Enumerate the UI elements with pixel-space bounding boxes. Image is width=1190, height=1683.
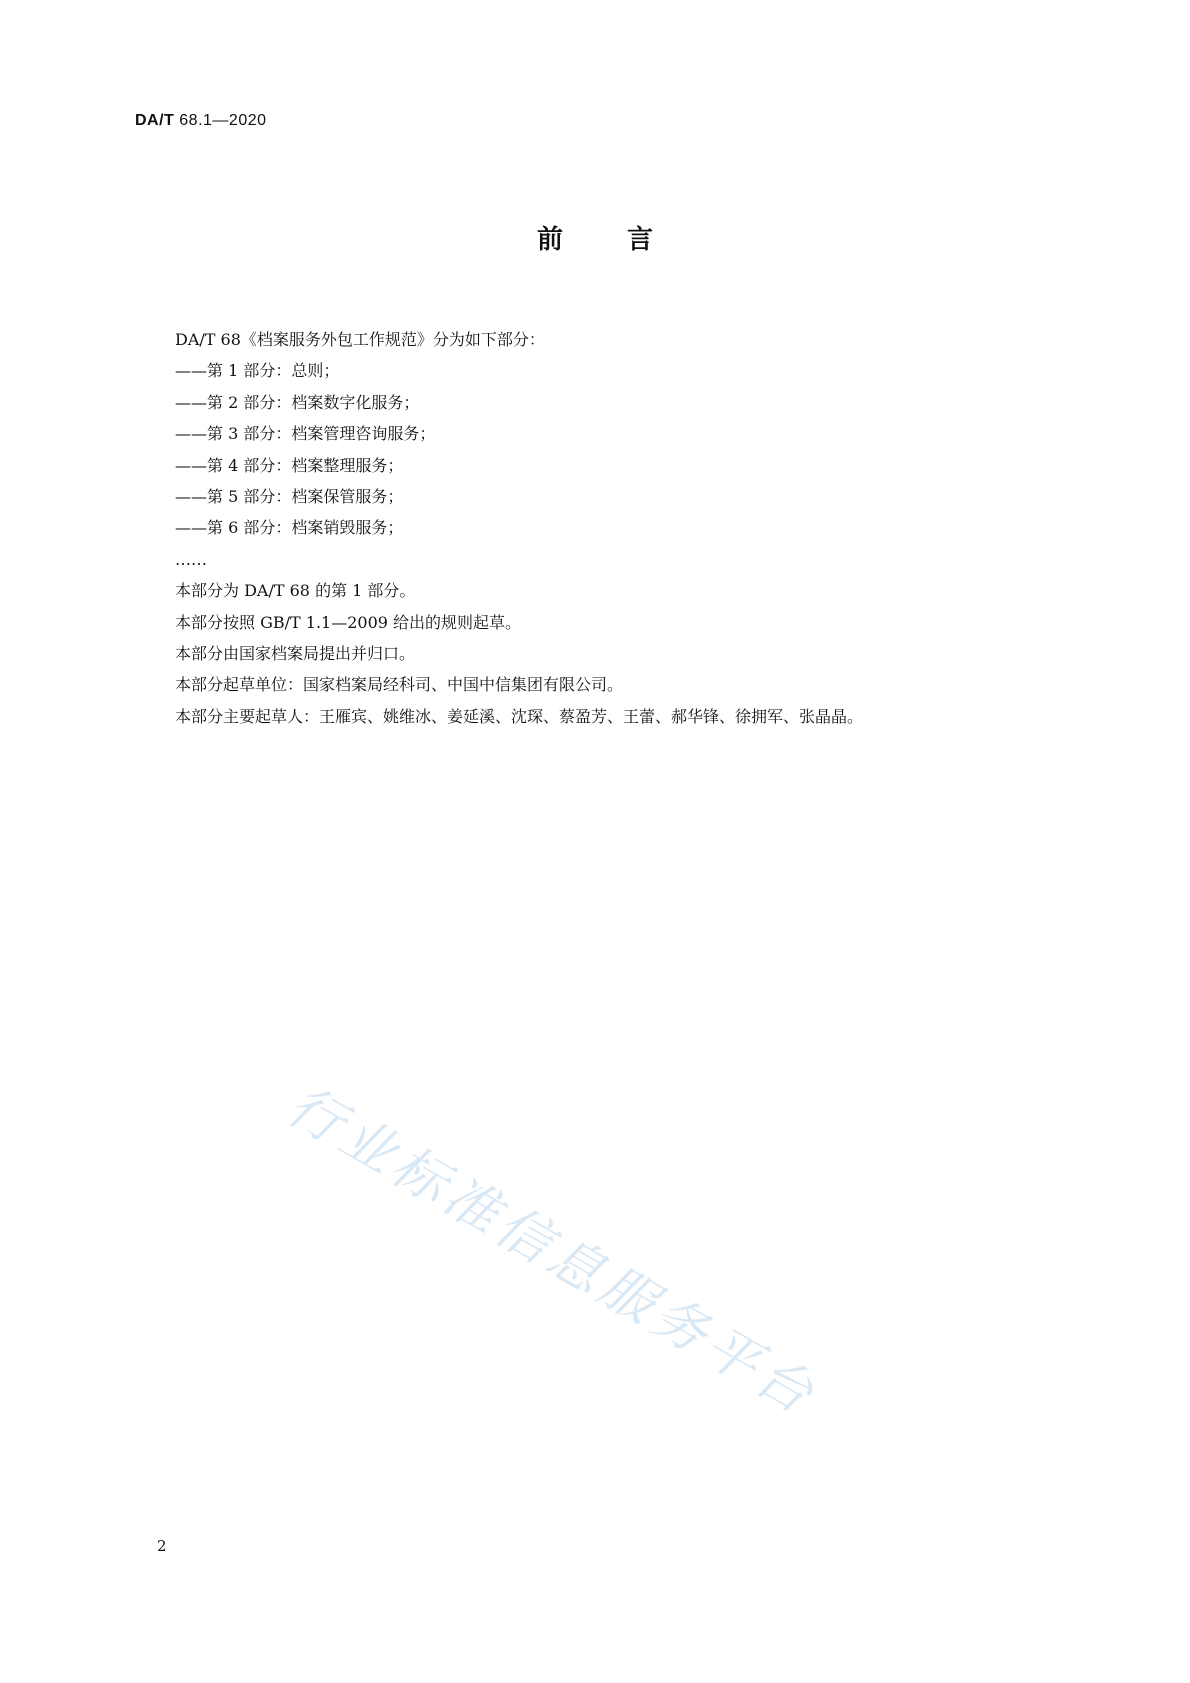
body-line-drafters: 本部分主要起草人：王雁宾、姚维冰、姜延溪、沈琛、蔡盈芳、王蕾、郝华锋、徐拥军、张晶晶。: [175, 706, 864, 726]
body-line-part-1: ——第 1 部分：总则；: [175, 361, 340, 381]
body-line-part-statement: 本部分为 DA/T 68 的第 1 部分。: [175, 581, 416, 601]
standard-code-number: 68.1—2020: [174, 112, 267, 129]
body-line-part-2: ——第 2 部分：档案数字化服务；: [175, 392, 420, 412]
page-number: 2: [157, 1537, 167, 1555]
body-line-part-3: ——第 3 部分：档案管理咨询服务；: [175, 424, 436, 444]
body-line-part-5: ——第 5 部分：档案保管服务；: [175, 486, 404, 506]
body-line-part-6: ——第 6 部分：档案销毁服务；: [175, 518, 404, 538]
body-line-drafting-units: 本部分起草单位：国家档案局经科司、中国中信集团有限公司。: [175, 675, 624, 695]
standard-code: [135, 110, 267, 132]
page-title: 前言: [536, 225, 717, 255]
foreword-body: [175, 324, 1035, 732]
watermark: 行业标准信息服务平台: [277, 1073, 829, 1429]
standard-code-prefix: DA/T: [135, 112, 175, 129]
body-line-drafting-rules: 本部分按照 GB/T 1.1—2009 给出的规则起草。: [175, 612, 522, 632]
body-line-part-4: ——第 4 部分：档案整理服务；: [175, 455, 404, 475]
body-line-series-intro: DA/T 68《档案服务外包工作规范》分为如下部分：: [175, 330, 545, 349]
body-line-proposer: 本部分由国家档案局提出并归口。: [175, 643, 416, 663]
body-line-ellipsis: ……: [175, 549, 207, 569]
